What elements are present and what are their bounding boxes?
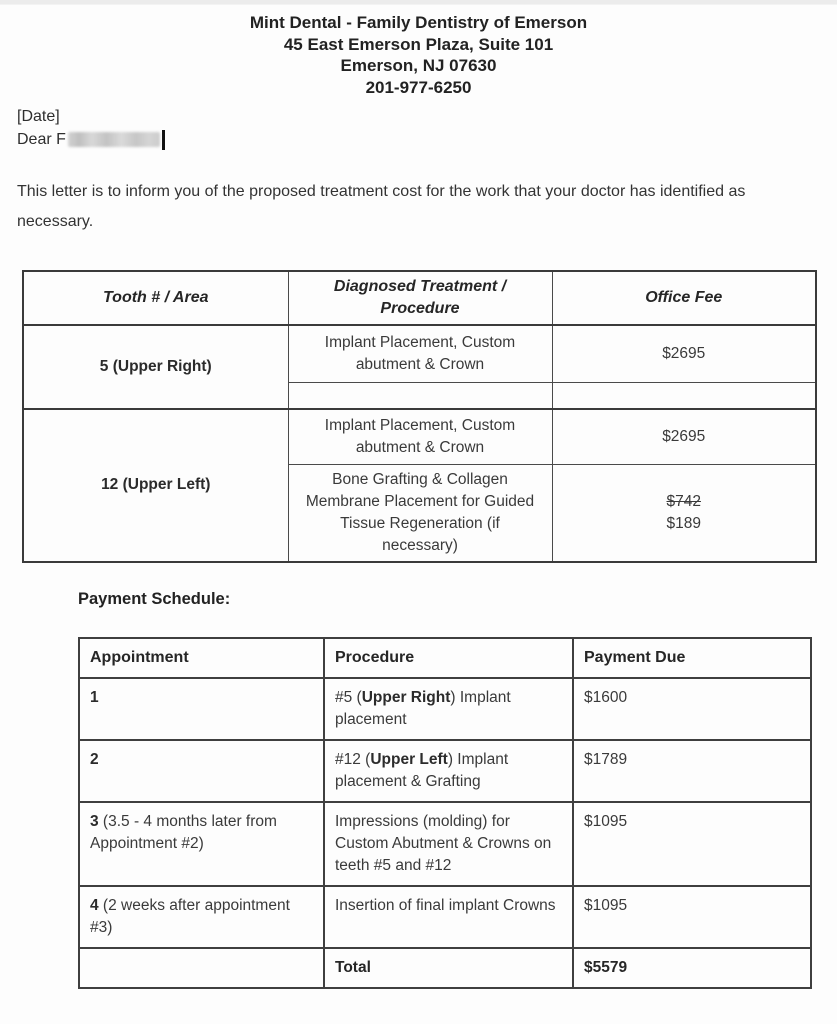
payment-cell: $1600 [573, 678, 811, 740]
salutation-text: Dear F [17, 131, 66, 148]
appointment-number: 1 [90, 688, 99, 706]
procedure-text: #5 ( [335, 688, 362, 706]
fee-original-strikethrough: $742 [666, 492, 701, 510]
date-placeholder: [Date] [17, 108, 60, 125]
treatment-header-row [23, 271, 816, 325]
payment-schedule-heading: Payment Schedule: [78, 589, 231, 608]
appointment-number: 3 [90, 812, 99, 830]
appointment-cell [79, 678, 324, 740]
appointment-note: (2 weeks after appointment #3) [90, 896, 290, 936]
fee-cell: $2695 [552, 325, 816, 382]
appointment-cell [79, 886, 324, 948]
fee-cell-empty [552, 382, 816, 409]
procedure-bold-text: Upper Right [361, 688, 451, 706]
table-row [23, 409, 816, 464]
treatment-header-fee: Office Fee [552, 271, 816, 325]
procedure-cell [324, 886, 573, 948]
appointment-number: 4 [90, 896, 99, 914]
procedure-cell [324, 802, 573, 886]
schedule-header-procedure: Procedure [324, 638, 573, 678]
appointment-number: 2 [90, 750, 99, 768]
total-row [79, 948, 811, 988]
treatment-cost-table [22, 270, 817, 563]
procedure-text: Impressions (molding) for Custom Abutment & Crowns on teeth #5 and #12 [335, 812, 552, 874]
clinic-phone: 201-977-6250 [365, 77, 472, 97]
procedure-bold-text: Upper Left [370, 750, 448, 768]
payment-cell: $1095 [573, 802, 811, 886]
treatment-header-area: Tooth # / Area [23, 271, 288, 325]
table-row [79, 886, 811, 948]
area-cell-tooth5: 5 (Upper Right) [23, 325, 288, 409]
procedure-text: ) Implant placement & Grafting [335, 750, 509, 790]
clinic-name: Mint Dental - Family Dentistry of Emerson [249, 13, 588, 32]
schedule-header-row [79, 638, 811, 678]
clinic-address-line2: Emerson, NJ 07630 [340, 56, 497, 75]
payment-cell: $1095 [573, 886, 811, 948]
table-row [79, 802, 811, 886]
area-cell-tooth12: 12 (Upper Left) [23, 409, 288, 562]
procedure-cell: Bone Grafting & Collagen Membrane Placement for Guided Tissue Regeneration (if necessary) [288, 464, 552, 562]
table-row [79, 740, 811, 802]
redacted-patient-name [68, 132, 160, 147]
fee-cell: $2695 [552, 409, 816, 464]
procedure-text: Insertion of final implant Crowns [335, 896, 556, 914]
appointment-cell [79, 740, 324, 802]
salutation-line [17, 128, 837, 151]
intro-paragraph: This letter is to inform you of the proposed treatment cost for the work that your doctor has identified as necessary. [17, 183, 746, 230]
clinic-address-line1: 45 East Emerson Plaza, Suite 101 [283, 34, 554, 54]
table-row [79, 678, 811, 740]
procedure-cell: Implant Placement, Custom abutment & Crown [288, 409, 552, 464]
letterhead [0, 5, 837, 98]
text-cursor-caret [162, 130, 165, 150]
procedure-text: ) Implant placement [335, 688, 511, 728]
payment-cell: $1789 [573, 740, 811, 802]
total-label: Total [324, 948, 573, 988]
schedule-header-appointment: Appointment [79, 638, 324, 678]
fee-discounted: $189 [666, 514, 701, 532]
total-empty-cell [79, 948, 324, 988]
procedure-cell: Implant Placement, Custom abutment & Crown [288, 325, 552, 382]
appointment-note: (3.5 - 4 months later from Appointment #2) [90, 812, 277, 852]
total-value: $5579 [573, 948, 811, 988]
schedule-header-payment: Payment Due [573, 638, 811, 678]
appointment-cell [79, 802, 324, 886]
procedure-cell [324, 740, 573, 802]
procedure-cell-empty [288, 382, 552, 409]
fee-cell-discounted [552, 464, 816, 562]
procedure-cell [324, 678, 573, 740]
treatment-header-procedure: Diagnosed Treatment / Procedure [288, 271, 552, 325]
payment-schedule-table [78, 637, 812, 989]
procedure-text: #12 ( [335, 750, 371, 768]
table-row [23, 325, 816, 382]
